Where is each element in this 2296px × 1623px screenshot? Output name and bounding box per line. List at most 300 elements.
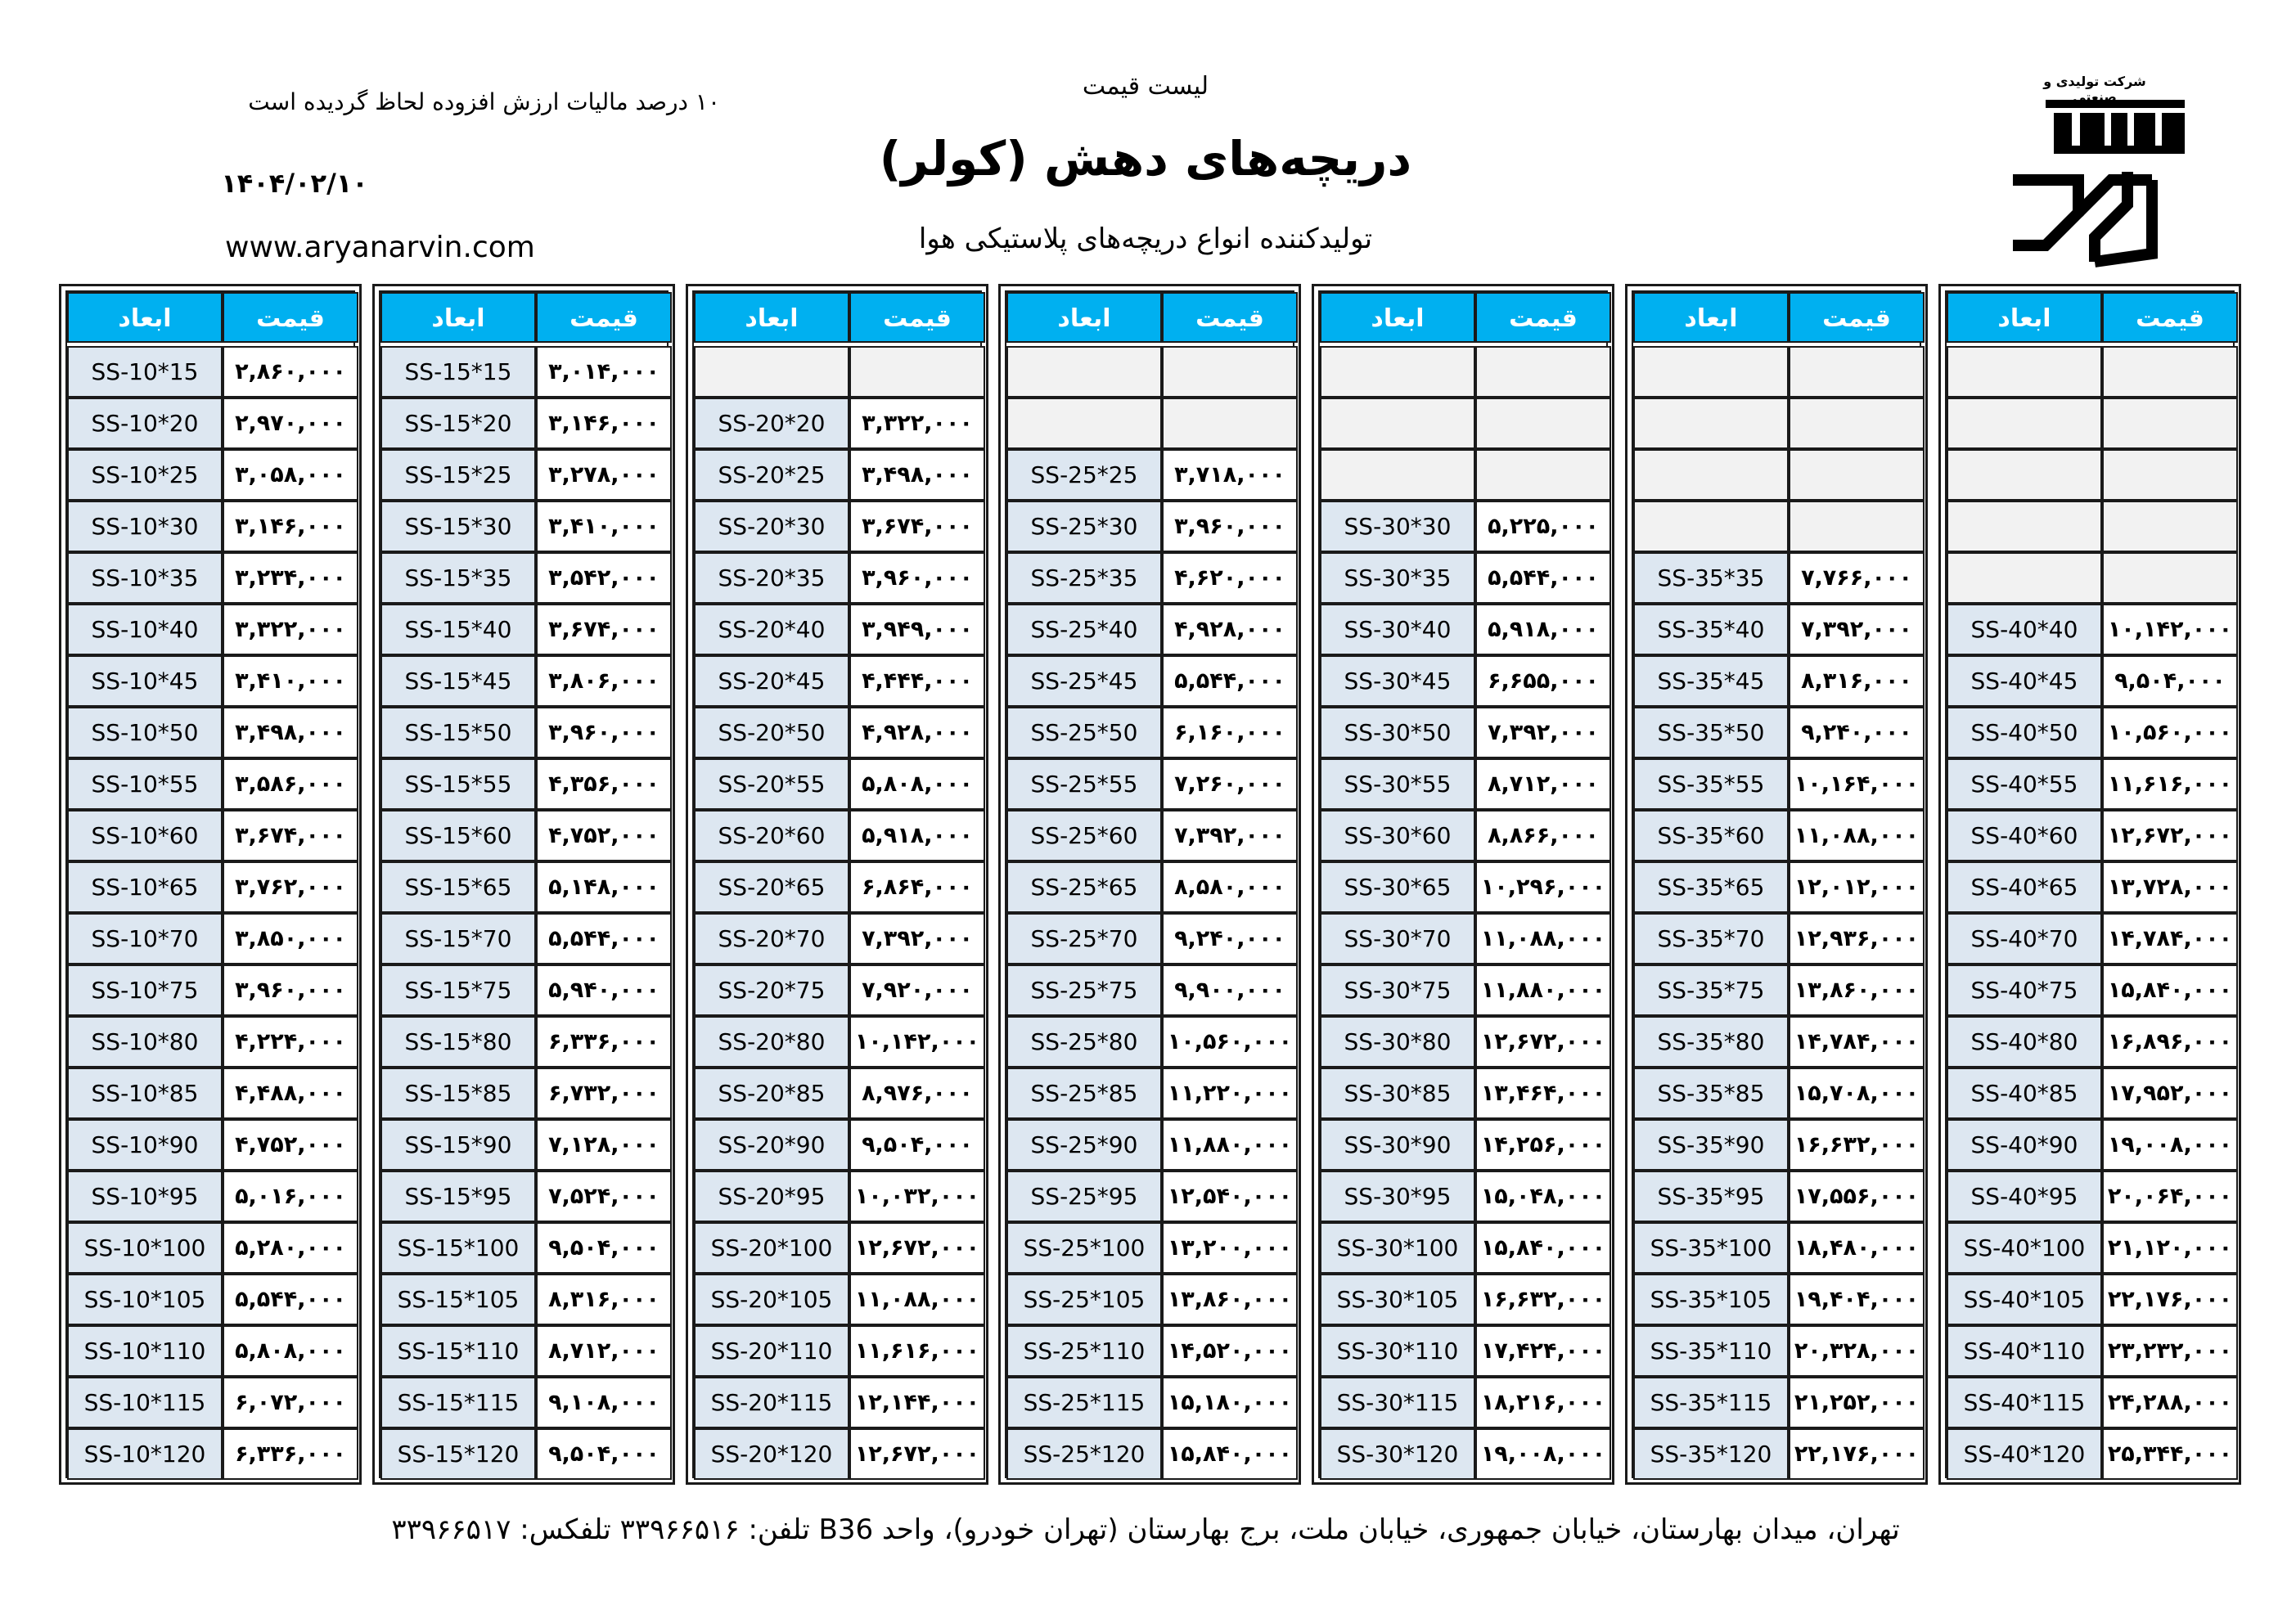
price-cell: ۷,۳۹۲,۰۰۰ [1789, 604, 1925, 655]
column-header-dimensions: ابعاد [1947, 292, 2102, 343]
dimension-cell: SS-20*25 [694, 449, 849, 501]
dimension-cell: SS-15*100 [380, 1222, 536, 1274]
table-row [67, 1377, 353, 1428]
dimension-cell: SS-40*115 [1947, 1377, 2102, 1428]
table-row [1006, 1222, 1293, 1274]
dimension-cell: SS-25*90 [1006, 1119, 1162, 1171]
price-cell: ۱۹,۰۰۸,۰۰۰ [1475, 1428, 1611, 1480]
dimension-cell: SS-30*70 [1320, 913, 1475, 964]
price-cell [2102, 501, 2238, 552]
table-row [1320, 1428, 1606, 1480]
dimension-cell: SS-20*55 [694, 758, 849, 810]
dimension-cell [1947, 398, 2102, 449]
table-row [1006, 861, 1293, 913]
price-cell: ۳,۳۲۲,۰۰۰ [849, 398, 985, 449]
price-cell: ۱۰,۱۶۴,۰۰۰ [1789, 758, 1925, 810]
dimension-cell: SS-35*90 [1633, 1119, 1789, 1171]
price-cell: ۱۳,۴۶۴,۰۰۰ [1475, 1068, 1611, 1119]
price-cell: ۱۲,۹۳۶,۰۰۰ [1789, 913, 1925, 964]
price-cell: ۲,۸۶۰,۰۰۰ [223, 346, 358, 398]
dimension-cell: SS-20*50 [694, 707, 849, 758]
dimension-cell: SS-35*80 [1633, 1016, 1789, 1068]
dimension-cell: SS-30*95 [1320, 1171, 1475, 1222]
price-cell: ۵,۹۱۸,۰۰۰ [1475, 604, 1611, 655]
table-row [1633, 1222, 1920, 1274]
dimension-cell: SS-10*30 [67, 501, 223, 552]
price-cell: ۲۴,۲۸۸,۰۰۰ [2102, 1377, 2238, 1428]
price-cell: ۹,۱۰۸,۰۰۰ [536, 1377, 672, 1428]
dimension-cell: SS-30*45 [1320, 655, 1475, 707]
table-row [67, 449, 353, 501]
price-cell: ۴,۷۵۲,۰۰۰ [536, 810, 672, 861]
price-cell: ۳,۲۷۸,۰۰۰ [536, 449, 672, 501]
table-row [1320, 398, 1606, 449]
dimension-cell: SS-30*90 [1320, 1119, 1475, 1171]
price-cell: ۱۵,۸۴۰,۰۰۰ [2102, 964, 2238, 1016]
table-row [380, 707, 667, 758]
table-row [1320, 1068, 1606, 1119]
table-row [1006, 1377, 1293, 1428]
price-cell: ۲,۹۷۰,۰۰۰ [223, 398, 358, 449]
table-row [67, 964, 353, 1016]
dimension-cell: SS-20*90 [694, 1119, 849, 1171]
price-cell: ۹,۲۴۰,۰۰۰ [1789, 707, 1925, 758]
dimension-cell: SS-15*35 [380, 552, 536, 604]
dimension-cell: SS-30*55 [1320, 758, 1475, 810]
table-row [1320, 861, 1606, 913]
table-row [1947, 501, 2233, 552]
table-row [1320, 1171, 1606, 1222]
table-row [1006, 449, 1293, 501]
table-row [67, 913, 353, 964]
dimension-cell: SS-35*120 [1633, 1428, 1789, 1480]
table-header-row [1947, 292, 2233, 343]
dimension-cell: SS-10*120 [67, 1428, 223, 1480]
price-cell: ۱۳,۲۰۰,۰۰۰ [1162, 1222, 1298, 1274]
dimension-cell: SS-35*110 [1633, 1325, 1789, 1377]
dimension-cell: SS-15*120 [380, 1428, 536, 1480]
price-cell: ۶,۸۶۴,۰۰۰ [849, 861, 985, 913]
table-row [67, 1325, 353, 1377]
dimension-cell [1947, 346, 2102, 398]
column-header-dimensions: ابعاد [380, 292, 536, 343]
table-row [1320, 758, 1606, 810]
price-cell: ۷,۲۶۰,۰۰۰ [1162, 758, 1298, 810]
table-row [1320, 1222, 1606, 1274]
dimension-cell: SS-35*50 [1633, 707, 1789, 758]
dimension-cell: SS-10*95 [67, 1171, 223, 1222]
dimension-cell: SS-20*95 [694, 1171, 849, 1222]
price-cell: ۳,۴۱۰,۰۰۰ [223, 655, 358, 707]
table-row [1006, 1325, 1293, 1377]
dimension-cell: SS-15*80 [380, 1016, 536, 1068]
price-cell: ۱۲,۵۴۰,۰۰۰ [1162, 1171, 1298, 1222]
column-header-price: قیمت [1162, 292, 1298, 343]
dimension-cell: SS-10*75 [67, 964, 223, 1016]
dimension-cell: SS-35*55 [1633, 758, 1789, 810]
table-row [1633, 861, 1920, 913]
price-cell [1475, 346, 1611, 398]
price-cell: ۳,۰۵۸,۰۰۰ [223, 449, 358, 501]
dimension-cell: SS-10*45 [67, 655, 223, 707]
dimension-cell: SS-15*55 [380, 758, 536, 810]
table-row [1006, 552, 1293, 604]
dimension-cell: SS-15*115 [380, 1377, 536, 1428]
dimension-cell: SS-20*80 [694, 1016, 849, 1068]
price-cell: ۲۳,۲۳۲,۰۰۰ [2102, 1325, 2238, 1377]
table-row [694, 1274, 980, 1325]
table-row [1006, 1016, 1293, 1068]
table-row [1947, 1274, 2233, 1325]
dimension-cell: SS-10*65 [67, 861, 223, 913]
dimension-cell: SS-30*100 [1320, 1222, 1475, 1274]
column-header-price: قیمت [536, 292, 672, 343]
table-header-row [380, 292, 667, 343]
table-row [1633, 1377, 1920, 1428]
price-table [372, 284, 675, 1485]
dimension-cell [1320, 449, 1475, 501]
table-row [1006, 604, 1293, 655]
table-row [694, 964, 980, 1016]
table-row [1947, 1377, 2233, 1428]
table-row [380, 1428, 667, 1480]
table-row [380, 913, 667, 964]
dimension-cell: SS-40*45 [1947, 655, 2102, 707]
dimension-cell [1947, 501, 2102, 552]
dimension-cell: SS-20*120 [694, 1428, 849, 1480]
price-cell: ۵,۵۴۴,۰۰۰ [1475, 552, 1611, 604]
table-row [380, 810, 667, 861]
price-cell: ۳,۹۴۹,۰۰۰ [849, 604, 985, 655]
price-cell: ۷,۳۹۲,۰۰۰ [849, 913, 985, 964]
dimension-cell: SS-35*95 [1633, 1171, 1789, 1222]
dimension-cell [1633, 449, 1789, 501]
dimension-cell: SS-10*20 [67, 398, 223, 449]
dimension-cell: SS-20*60 [694, 810, 849, 861]
table-row [380, 449, 667, 501]
table-row [1006, 1274, 1293, 1325]
dimension-cell [1006, 346, 1162, 398]
dimension-cell: SS-30*115 [1320, 1377, 1475, 1428]
table-row [1633, 655, 1920, 707]
dimension-cell: SS-10*80 [67, 1016, 223, 1068]
price-cell [1789, 346, 1925, 398]
table-row [694, 346, 980, 398]
dimension-cell: SS-25*35 [1006, 552, 1162, 604]
dimension-cell: SS-20*75 [694, 964, 849, 1016]
dimension-cell: SS-40*65 [1947, 861, 2102, 913]
table-row [1006, 758, 1293, 810]
price-table-inner [1945, 290, 2235, 1478]
dimension-cell: SS-35*70 [1633, 913, 1789, 964]
dimension-cell: SS-10*110 [67, 1325, 223, 1377]
dimension-cell [1947, 552, 2102, 604]
table-row [1006, 913, 1293, 964]
dimension-cell: SS-40*70 [1947, 913, 2102, 964]
price-cell: ۱۲,۱۴۴,۰۰۰ [849, 1377, 985, 1428]
price-table [686, 284, 988, 1485]
table-row [1633, 707, 1920, 758]
dimension-cell: SS-10*90 [67, 1119, 223, 1171]
price-cell: ۱۳,۸۶۰,۰۰۰ [1789, 964, 1925, 1016]
price-cell [1789, 501, 1925, 552]
price-cell: ۳,۹۶۰,۰۰۰ [223, 964, 358, 1016]
price-cell: ۵,۲۲۵,۰۰۰ [1475, 501, 1611, 552]
dimension-cell: SS-30*105 [1320, 1274, 1475, 1325]
dimension-cell: SS-40*40 [1947, 604, 2102, 655]
dimension-cell: SS-25*105 [1006, 1274, 1162, 1325]
price-cell: ۳,۸۵۰,۰۰۰ [223, 913, 358, 964]
price-cell: ۴,۹۲۸,۰۰۰ [849, 707, 985, 758]
price-cell: ۷,۷۶۶,۰۰۰ [1789, 552, 1925, 604]
dimension-cell: SS-15*90 [380, 1119, 536, 1171]
price-table-inner [1318, 290, 1608, 1478]
table-row [1633, 964, 1920, 1016]
table-row [694, 1068, 980, 1119]
price-cell: ۱۵,۸۴۰,۰۰۰ [1162, 1428, 1298, 1480]
dimension-cell: SS-10*105 [67, 1274, 223, 1325]
dimension-cell: SS-30*80 [1320, 1016, 1475, 1068]
price-cell: ۴,۹۲۸,۰۰۰ [1162, 604, 1298, 655]
price-cell: ۸,۳۱۶,۰۰۰ [536, 1274, 672, 1325]
price-cell: ۱۱,۸۸۰,۰۰۰ [1475, 964, 1611, 1016]
price-cell: ۱۴,۵۲۰,۰۰۰ [1162, 1325, 1298, 1377]
table-row [1006, 655, 1293, 707]
price-cell: ۳,۷۶۲,۰۰۰ [223, 861, 358, 913]
table-row [380, 1171, 667, 1222]
table-row [1320, 1377, 1606, 1428]
price-cell: ۴,۲۲۴,۰۰۰ [223, 1016, 358, 1068]
table-row [67, 398, 353, 449]
price-table [59, 284, 362, 1485]
dimension-cell: SS-30*40 [1320, 604, 1475, 655]
price-cell: ۴,۴۴۴,۰۰۰ [849, 655, 985, 707]
table-row [1947, 707, 2233, 758]
price-cell: ۱۰,۲۹۶,۰۰۰ [1475, 861, 1611, 913]
price-cell [2102, 346, 2238, 398]
price-cell: ۲۲,۱۷۶,۰۰۰ [2102, 1274, 2238, 1325]
price-cell: ۱۱,۰۸۸,۰۰۰ [1475, 913, 1611, 964]
dimension-cell: SS-35*100 [1633, 1222, 1789, 1274]
dimension-cell: SS-35*105 [1633, 1274, 1789, 1325]
table-row [1006, 707, 1293, 758]
dimension-cell: SS-25*30 [1006, 501, 1162, 552]
table-row [1320, 1325, 1606, 1377]
column-header-price: قیمت [1475, 292, 1611, 343]
table-row [1006, 810, 1293, 861]
table-row [1947, 552, 2233, 604]
price-cell: ۱۰,۰۳۲,۰۰۰ [849, 1171, 985, 1222]
price-cell [2102, 398, 2238, 449]
dimension-cell: SS-35*60 [1633, 810, 1789, 861]
price-cell: ۱۷,۵۵۶,۰۰۰ [1789, 1171, 1925, 1222]
price-cell [2102, 552, 2238, 604]
price-cell: ۱۱,۶۱۶,۰۰۰ [849, 1325, 985, 1377]
dimension-cell: SS-40*100 [1947, 1222, 2102, 1274]
dimension-cell: SS-20*65 [694, 861, 849, 913]
dimension-cell: SS-30*30 [1320, 501, 1475, 552]
tagline: تولیدکننده انواع دریچه‌های پلاستیکی هوا [918, 223, 1373, 255]
price-cell: ۵,۵۴۴,۰۰۰ [1162, 655, 1298, 707]
column-header-dimensions: ابعاد [694, 292, 849, 343]
price-cell: ۱۵,۸۴۰,۰۰۰ [1475, 1222, 1611, 1274]
table-row [1947, 1016, 2233, 1068]
price-cell: ۱۲,۶۷۲,۰۰۰ [2102, 810, 2238, 861]
price-table [998, 284, 1301, 1485]
table-row [1633, 346, 1920, 398]
price-cell: ۱۹,۴۰۴,۰۰۰ [1789, 1274, 1925, 1325]
price-cell: ۶,۳۳۶,۰۰۰ [536, 1016, 672, 1068]
table-row [1947, 1119, 2233, 1171]
price-cell: ۷,۱۲۸,۰۰۰ [536, 1119, 672, 1171]
table-row [67, 346, 353, 398]
dimension-cell: SS-10*35 [67, 552, 223, 604]
dimension-cell: SS-40*50 [1947, 707, 2102, 758]
dimension-cell: SS-25*60 [1006, 810, 1162, 861]
table-row [1947, 861, 2233, 913]
dimension-cell: SS-25*65 [1006, 861, 1162, 913]
table-row [67, 1222, 353, 1274]
price-cell: ۵,۹۱۸,۰۰۰ [849, 810, 985, 861]
table-row [380, 604, 667, 655]
price-cell: ۳,۴۱۰,۰۰۰ [536, 501, 672, 552]
table-row [1633, 398, 1920, 449]
table-row [1633, 1016, 1920, 1068]
column-header-dimensions: ابعاد [1633, 292, 1789, 343]
table-row [694, 1325, 980, 1377]
price-cell [1789, 398, 1925, 449]
price-cell: ۶,۷۳۲,۰۰۰ [536, 1068, 672, 1119]
price-cell: ۸,۹۷۶,۰۰۰ [849, 1068, 985, 1119]
price-table-inner [65, 290, 355, 1478]
dimension-cell [1633, 346, 1789, 398]
price-table-inner [1005, 290, 1294, 1478]
table-header-row [1320, 292, 1606, 343]
table-row [694, 1377, 980, 1428]
table-row [380, 964, 667, 1016]
dimension-cell: SS-30*60 [1320, 810, 1475, 861]
price-cell: ۸,۷۱۲,۰۰۰ [536, 1325, 672, 1377]
price-list-label: لیست قیمت [1082, 72, 1209, 101]
dimension-cell: SS-25*55 [1006, 758, 1162, 810]
table-row [1320, 449, 1606, 501]
column-header-price: قیمت [1789, 292, 1925, 343]
price-cell: ۱۸,۲۱۶,۰۰۰ [1475, 1377, 1611, 1428]
dimension-cell: SS-20*85 [694, 1068, 849, 1119]
table-row [1947, 655, 2233, 707]
price-cell: ۳,۵۴۲,۰۰۰ [536, 552, 672, 604]
table-row [380, 1016, 667, 1068]
price-cell: ۵,۸۰۸,۰۰۰ [223, 1325, 358, 1377]
table-row [1947, 1325, 2233, 1377]
price-cell: ۱۱,۸۸۰,۰۰۰ [1162, 1119, 1298, 1171]
table-row [694, 1428, 980, 1480]
dimension-cell: SS-25*120 [1006, 1428, 1162, 1480]
dimension-cell: SS-20*40 [694, 604, 849, 655]
table-row [1633, 1171, 1920, 1222]
table-row [1320, 1119, 1606, 1171]
dimension-cell: SS-30*75 [1320, 964, 1475, 1016]
dimension-cell: SS-30*110 [1320, 1325, 1475, 1377]
table-row [694, 758, 980, 810]
table-row [67, 501, 353, 552]
price-cell: ۲۰,۳۲۸,۰۰۰ [1789, 1325, 1925, 1377]
dimension-cell: SS-30*65 [1320, 861, 1475, 913]
footer-address: تهران، میدان بهارستان، خیابان جمهوری، خیابان ملت، برج بهارستان (تهران خودرو)، واحد B36 تلفن: ۳۳۹۶۶۵۱۶ تلفکس: ۳۳۹۶۶۵۱۷ [391, 1513, 1900, 1546]
dimension-cell: SS-40*60 [1947, 810, 2102, 861]
price-cell [1475, 398, 1611, 449]
table-row [1006, 1068, 1293, 1119]
price-cell: ۴,۴۸۸,۰۰۰ [223, 1068, 358, 1119]
price-cell: ۱۱,۲۲۰,۰۰۰ [1162, 1068, 1298, 1119]
dimension-cell: SS-15*65 [380, 861, 536, 913]
dimension-cell: SS-15*20 [380, 398, 536, 449]
table-row [67, 1171, 353, 1222]
dimension-cell: SS-15*30 [380, 501, 536, 552]
price-cell: ۵,۲۸۰,۰۰۰ [223, 1222, 358, 1274]
table-row [380, 501, 667, 552]
dimension-cell [1633, 501, 1789, 552]
table-row [1633, 1274, 1920, 1325]
table-row [1320, 655, 1606, 707]
price-cell: ۳,۵۸۶,۰۰۰ [223, 758, 358, 810]
price-cell: ۶,۶۵۵,۰۰۰ [1475, 655, 1611, 707]
price-cell: ۱۴,۲۵۶,۰۰۰ [1475, 1119, 1611, 1171]
table-row [67, 707, 353, 758]
table-row [380, 552, 667, 604]
price-cell: ۷,۵۲۴,۰۰۰ [536, 1171, 672, 1222]
price-cell: ۹,۹۰۰,۰۰۰ [1162, 964, 1298, 1016]
table-row [1947, 449, 2233, 501]
price-cell: ۱۵,۰۴۸,۰۰۰ [1475, 1171, 1611, 1222]
dimension-cell: SS-40*120 [1947, 1428, 2102, 1480]
date-label: ۱۴۰۴/۰۲/۱۰ [221, 168, 368, 199]
table-row [1633, 1428, 1920, 1480]
table-row [1947, 398, 2233, 449]
dimension-cell: SS-40*55 [1947, 758, 2102, 810]
website-link[interactable]: www.aryanarvin.com [225, 231, 535, 264]
table-row [1633, 501, 1920, 552]
dimension-cell: SS-40*110 [1947, 1325, 2102, 1377]
dimension-cell: SS-20*35 [694, 552, 849, 604]
dimension-cell: SS-20*70 [694, 913, 849, 964]
price-cell: ۱۳,۷۲۸,۰۰۰ [2102, 861, 2238, 913]
price-table-inner [379, 290, 669, 1478]
table-row [1320, 913, 1606, 964]
price-cell: ۱۱,۰۸۸,۰۰۰ [849, 1274, 985, 1325]
price-cell: ۱۷,۹۵۲,۰۰۰ [2102, 1068, 2238, 1119]
price-table-inner [692, 290, 982, 1478]
price-cell: ۶,۰۷۲,۰۰۰ [223, 1377, 358, 1428]
price-cell [1162, 398, 1298, 449]
price-cell: ۱۸,۴۸۰,۰۰۰ [1789, 1222, 1925, 1274]
price-cell: ۳,۸۰۶,۰۰۰ [536, 655, 672, 707]
table-row [380, 1325, 667, 1377]
dimension-cell: SS-25*40 [1006, 604, 1162, 655]
price-cell: ۱۹,۰۰۸,۰۰۰ [2102, 1119, 2238, 1171]
dimension-cell: SS-25*70 [1006, 913, 1162, 964]
dimension-cell: SS-40*85 [1947, 1068, 2102, 1119]
price-cell: ۱۱,۰۸۸,۰۰۰ [1789, 810, 1925, 861]
price-cell [849, 346, 985, 398]
table-row [694, 655, 980, 707]
table-row [1320, 707, 1606, 758]
price-cell: ۱۴,۷۸۴,۰۰۰ [1789, 1016, 1925, 1068]
price-cell: ۳,۳۲۲,۰۰۰ [223, 604, 358, 655]
dimension-cell [1633, 398, 1789, 449]
dimension-cell: SS-25*80 [1006, 1016, 1162, 1068]
dimension-cell: SS-30*120 [1320, 1428, 1475, 1480]
